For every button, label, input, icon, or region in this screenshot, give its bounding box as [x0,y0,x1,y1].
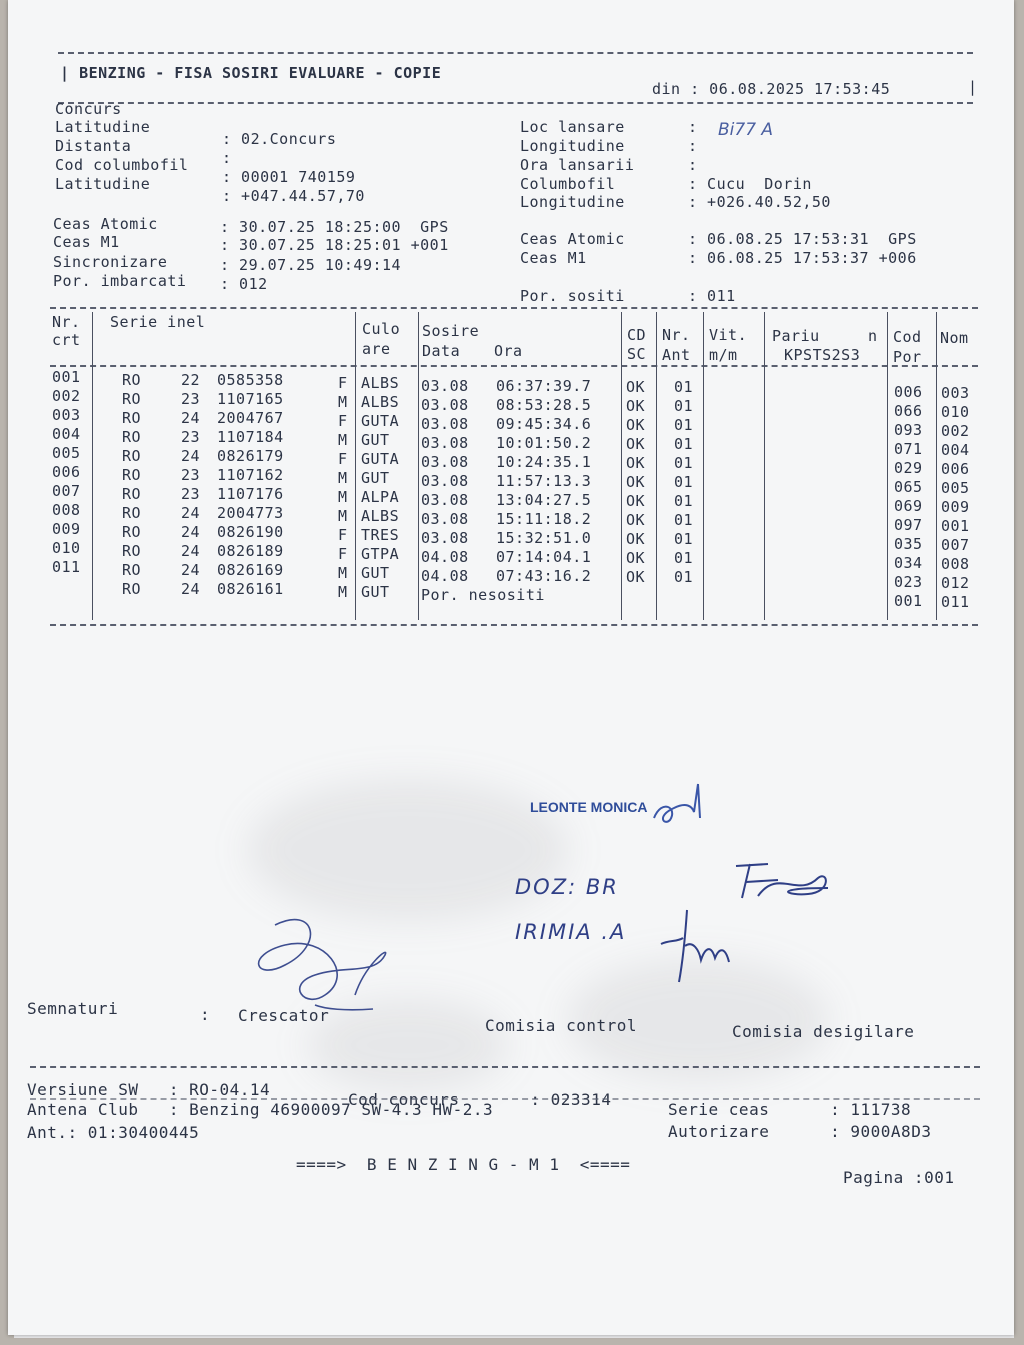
info-value: : [688,137,698,155]
row-ant: 01 [674,378,694,396]
row-date: 04.08 [421,548,469,566]
row-nr: 006 [52,463,81,481]
row-cod: 029 [894,459,923,477]
info-label: Loc lansare [520,118,625,136]
row-year: 24 [181,523,201,541]
row-nr: 007 [52,482,81,500]
row-nom: 005 [941,479,970,497]
row-country: RO [122,390,142,408]
row-color: ALPA [361,488,400,506]
clock-label: Ceas Atomic [53,215,158,233]
row-nr: 003 [52,406,81,424]
row-ring: 0585358 [217,371,284,389]
col-header-cd: CD [627,326,647,344]
row-color: GUTA [361,412,400,430]
row-date: 03.08 [421,510,469,528]
clock-value: : 012 [220,275,268,293]
row-color: TRES [361,526,400,544]
row-cd: OK [626,378,646,396]
info-label: Distanta [55,137,132,155]
row-date: 03.08 [421,453,469,471]
col-header-kpsts: KPSTS2S3 [784,346,861,364]
row-time: 15:11:18.2 [496,510,592,528]
row-year: 23 [181,390,201,408]
clock-value: : 06.08.25 17:53:31 GPS [688,230,917,248]
row-cd: OK [626,492,646,510]
footer-top-rule [30,1066,980,1068]
row-sex: F [338,545,348,563]
row-ant: 01 [674,416,694,434]
row-color: GUT [361,583,390,601]
row-ant: 01 [674,435,694,453]
row-ring: 0826179 [217,447,284,465]
row-cd: OK [626,397,646,415]
row-cod: 023 [894,573,923,591]
row-time: 13:04:27.5 [496,491,592,509]
row-cd: OK [626,416,646,434]
row-cd: OK [626,568,646,586]
row-year: 23 [181,485,201,503]
row-sex: F [338,450,348,468]
signature-control-label: Comisia control [485,1016,637,1035]
row-nom: 003 [941,384,970,402]
row-color: GTPA [361,545,400,563]
handwritten-note-2: IRIMIA .A [515,920,627,944]
row-date: 03.08 [421,434,469,452]
row-sex: M [338,564,348,582]
row-sex: M [338,488,348,506]
row-color: GUTA [361,450,400,468]
row-ant: 01 [674,397,694,415]
row-ring: 2004767 [217,409,284,427]
row-nr: 011 [52,558,81,576]
handwritten-note-1: DOZ: BR [515,875,619,899]
row-cod: 071 [894,440,923,458]
info-label: Columbofil [520,175,616,193]
row-cd: OK [626,530,646,548]
row-country: RO [122,504,142,522]
row-country: RO [122,466,142,484]
brand-line: ====> B E N Z I N G - M 1 <==== [296,1155,631,1174]
row-cod: 093 [894,421,923,439]
clock-value: : 30.07.25 18:25:00 GPS [220,218,449,236]
row-ant: 01 [674,454,694,472]
row-ring: 0826189 [217,542,284,560]
row-country: RO [122,428,142,446]
row-nom: 004 [941,441,970,459]
col-header-nr-ant: Nr. [662,326,691,344]
row-ring: 0826169 [217,561,284,579]
clock-value: : 29.07.25 10:49:14 [220,256,402,274]
row-nom: 001 [941,517,970,535]
report-title: BENZING - FISA SOSIRI EVALUARE - COPIE [79,64,442,82]
row-date: 04.08 [421,567,469,585]
row-sex: F [338,526,348,544]
clock-label: Ceas M1 [520,249,587,267]
table-bottom-rule [50,624,978,626]
info-label: Ora lansarii [520,156,635,174]
top-rule [58,52,973,54]
info-value: : +026.40.52,50 [688,193,831,211]
row-ant: 01 [674,511,694,529]
signatures-label: Semnaturi [27,999,119,1018]
row-ant: 01 [674,568,694,586]
row-nom: 010 [941,403,970,421]
row-country: RO [122,485,142,503]
row-cd: OK [626,473,646,491]
row-ring: 1107184 [217,428,284,446]
info-value: : [222,149,232,167]
header-rule [58,102,973,104]
info-value: : +047.44.57,70 [222,187,365,205]
row-nom: 007 [941,536,970,554]
row-year: 24 [181,447,201,465]
row-cd: OK [626,454,646,472]
row-country: RO [122,409,142,427]
row-year: 22 [181,371,201,389]
row-sex: M [338,583,348,601]
row-cod: 035 [894,535,923,553]
row-date: 03.08 [421,415,469,433]
row-nr: 001 [52,368,81,386]
col-header-pariu: Pariu [772,327,820,345]
row-time: 07:14:04.1 [496,548,592,566]
row-time: 10:24:35.1 [496,453,592,471]
authorization: Autorizare : 9000A8D3 [668,1122,932,1141]
col-header-crt: crt [52,331,81,349]
antenna-id: Ant.: 01:30400445 [27,1123,200,1142]
col-header-ant: Ant [662,346,691,364]
info-value: : Cucu Dorin [688,175,812,193]
col-header-sosire: Sosire [422,322,480,340]
row-country: RO [122,447,142,465]
signature-scribble-1 [648,778,708,828]
row-color: GUT [361,431,390,449]
col-header-serie: Serie inel [110,313,206,331]
info-value: : 00001 740159 [222,168,356,186]
row-cd: OK [626,549,646,567]
row-date: Por. nesositi [421,586,545,604]
row-time: 15:32:51.0 [496,529,592,547]
row-date: 03.08 [421,472,469,490]
row-date: 03.08 [421,377,469,395]
row-cod: 097 [894,516,923,534]
row-cod: 069 [894,497,923,515]
row-time: 06:37:39.7 [496,377,592,395]
clock-value: : 30.07.25 18:25:01 +001 [220,236,449,254]
col-header-data: Data [422,342,461,360]
row-nr: 008 [52,501,81,519]
signature-crescator-label: Crescator [238,1006,330,1025]
signature-desigilare-label: Comisia desigilare [732,1022,915,1041]
row-nr: 005 [52,444,81,462]
row-color: GUT [361,564,390,582]
col-header-vit: Vit. [709,326,748,344]
col-header-culoare: Culo [362,320,401,338]
row-cod: 065 [894,478,923,496]
row-year: 24 [181,561,201,579]
row-ant: 01 [674,492,694,510]
info-label: Cod columbofil [55,156,189,174]
info-value: : [688,118,698,136]
row-cd: OK [626,511,646,529]
row-year: 24 [181,580,201,598]
row-year: 23 [181,466,201,484]
row-date: 03.08 [421,396,469,414]
row-sex: F [338,412,348,430]
row-country: RO [122,523,142,541]
row-time: 11:57:13.3 [496,472,592,490]
row-ring: 0826161 [217,580,284,598]
info-label: Latitudine [55,118,151,136]
software-version: Versiune SW : RO-04.14 [27,1080,271,1099]
col-header-culoare-2: are [362,340,391,358]
row-cd: OK [626,435,646,453]
info-value: : 02.Concurs [222,130,337,148]
row-country: RO [122,542,142,560]
clock-serial: Serie ceas : 111738 [668,1100,912,1119]
col-header-por: Por [893,348,922,366]
row-date: 03.08 [421,529,469,547]
row-cod: 006 [894,383,923,401]
info-label: Longitudine [520,193,625,211]
report-date: din : 06.08.2025 17:53:45 [652,80,891,98]
row-year: 24 [181,504,201,522]
row-color: ALBS [361,374,400,392]
row-nom: 008 [941,555,970,573]
info-label: Longitudine [520,137,625,155]
signature-crescator [245,905,395,1015]
row-ring: 1107176 [217,485,284,503]
row-color: GUT [361,469,390,487]
col-header-nom: Nom [940,329,969,347]
row-year: 23 [181,428,201,446]
row-nom: 006 [941,460,970,478]
row-ring: 1107165 [217,390,284,408]
row-time: 09:45:34.6 [496,415,592,433]
row-date: 03.08 [421,491,469,509]
row-ant: 01 [674,473,694,491]
row-nr: 002 [52,387,81,405]
col-header-mm: m/m [709,346,738,364]
row-cod: 001 [894,592,923,610]
clock-value: : 06.08.25 17:53:37 +006 [688,249,917,267]
col-header-sc: SC [627,345,647,363]
stamp-leonte-monica: LEONTE MONICA [530,799,648,815]
contest-code: Cod concurs : 023314 [348,1090,612,1109]
row-sex: M [338,393,348,411]
signature-scribble-3 [655,900,745,990]
row-nr: 009 [52,520,81,538]
row-year: 24 [181,542,201,560]
row-sex: M [338,469,348,487]
row-nom: 009 [941,498,970,516]
table-header-rule [50,365,978,367]
info-value: : [688,156,698,174]
report-title-bar: | BENZING - FISA SOSIRI EVALUARE - COPIE [60,64,442,82]
row-country: RO [122,561,142,579]
clock-value: : 011 [688,287,736,305]
row-country: RO [122,580,142,598]
col-header-nr: Nr. [52,313,81,331]
col-header-ora: Ora [494,342,523,360]
row-ring: 2004773 [217,504,284,522]
table-top-rule [50,307,978,309]
clock-label: Sincronizare [53,253,168,271]
antenna-club: Antena Club : Benzing 46900097 SW-4.3 HW-2.3 [27,1100,494,1119]
row-color: ALBS [361,507,400,525]
row-time: 10:01:50.2 [496,434,592,452]
row-time: 08:53:28.5 [496,396,592,414]
row-ring: 0826190 [217,523,284,541]
row-ring: 1107162 [217,466,284,484]
row-nom: 002 [941,422,970,440]
info-label: Concurs [55,100,122,118]
clock-label: Ceas M1 [53,233,120,251]
row-cod: 066 [894,402,923,420]
row-nr: 010 [52,539,81,557]
row-color: ALBS [361,393,400,411]
row-cod: 034 [894,554,923,572]
col-header-pariu-n: n [868,327,878,345]
clock-label: Ceas Atomic [520,230,625,248]
row-sex: F [338,374,348,392]
clock-label: Por. imbarcati [53,272,187,290]
row-nr: 004 [52,425,81,443]
row-time: 07:43:16.2 [496,567,592,585]
row-nom: 012 [941,574,970,592]
row-sex: M [338,431,348,449]
info-label: Latitudine [55,175,151,193]
page-number: Pagina :001 [843,1168,955,1187]
row-ant: 01 [674,549,694,567]
col-header-cod: Cod [893,328,922,346]
handwritten-loc: Bi77 A [718,120,774,140]
row-country: RO [122,371,142,389]
clock-label: Por. sositi [520,287,625,305]
row-year: 24 [181,409,201,427]
row-nom: 011 [941,593,970,611]
row-sex: M [338,507,348,525]
row-ant: 01 [674,530,694,548]
